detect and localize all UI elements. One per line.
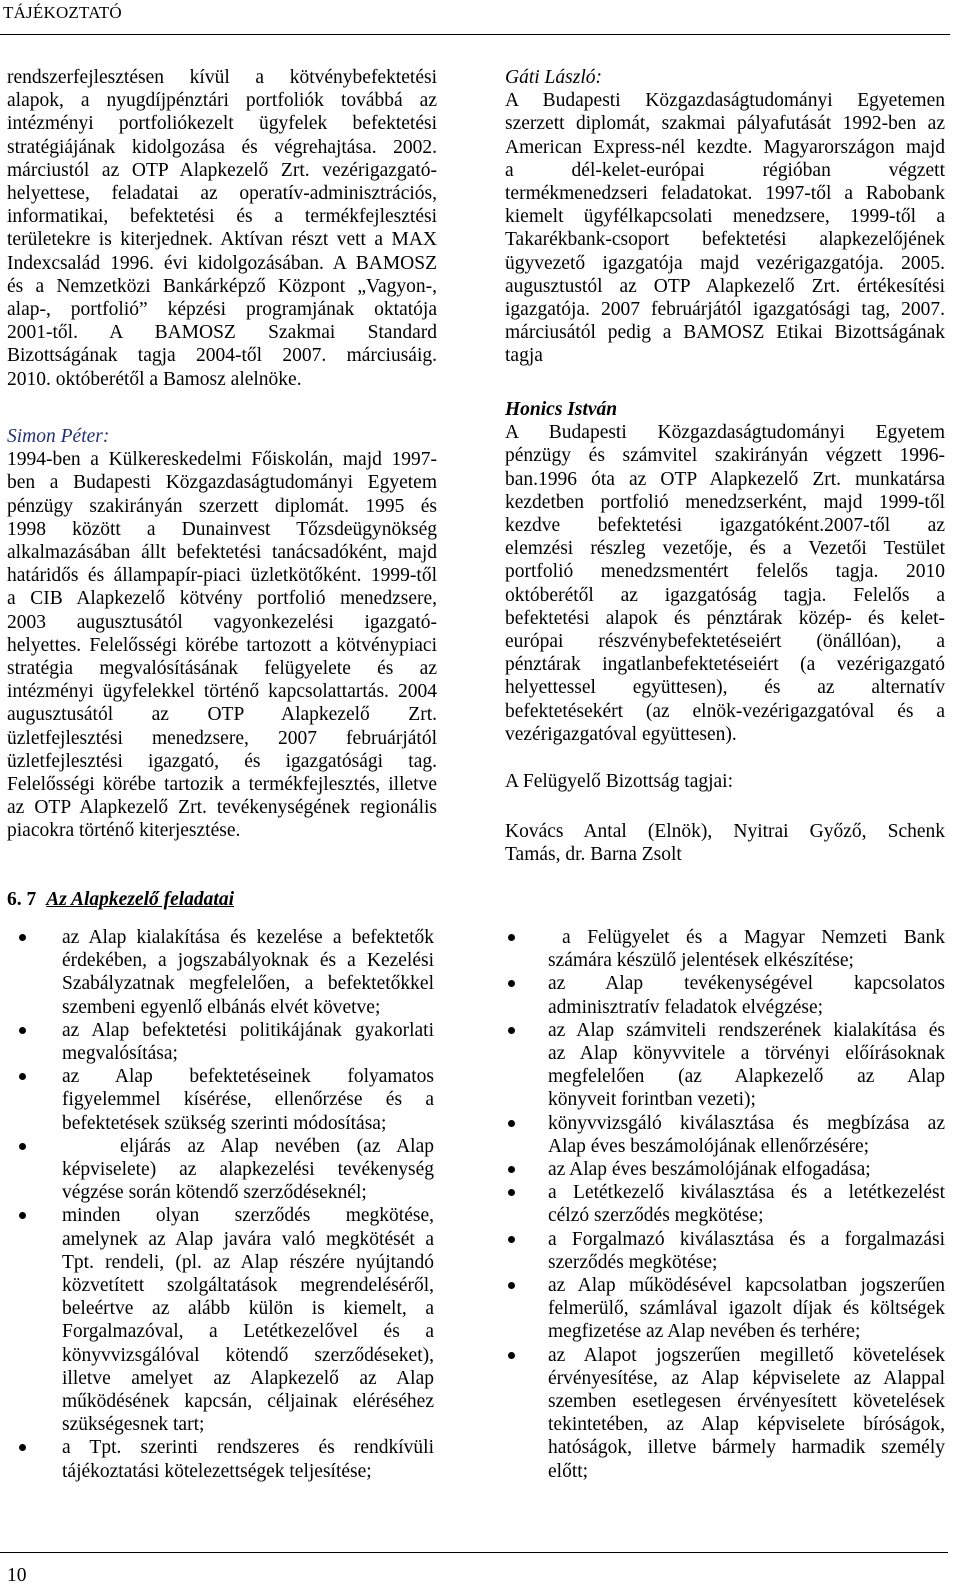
list-item xyxy=(7,926,437,1019)
text-line: ben a Budapesti Közgazdaságtudományi Egyetem xyxy=(7,472,437,494)
text-line: American Express-nél kezdte. Magyarországon majd xyxy=(505,136,945,158)
bio-simon xyxy=(7,425,437,843)
bullet-icon xyxy=(19,1143,26,1150)
bullet-icon xyxy=(508,1120,515,1127)
list-item-line: eljárás az Alap nevében (az Alap xyxy=(120,1135,434,1157)
text-line: 1998 között a Dunainvest Tőzsdeügynökség xyxy=(7,518,437,540)
list-item-line: figyelemmel kísérése, ellenőrzése és a xyxy=(62,1089,434,1111)
list-item xyxy=(505,1019,945,1112)
text-line: kiemelt ügyfélkapcsolati menedzsere, 1999-től a xyxy=(505,206,945,228)
list-item-line: végzése során kötendő szerződéseknél; xyxy=(62,1182,367,1204)
list-item-line: amelynek az Alap javára való megkötését a xyxy=(62,1228,434,1250)
list-item-line: a Forgalmazó kiválasztása és a forgalmazási xyxy=(548,1228,945,1250)
text-line: elemzési részleg vezetője, és a Vezetői Testület xyxy=(505,538,945,560)
text-line: az OTP Alapkezelő Zrt. tevékenységének regionális xyxy=(7,797,437,819)
list-item-line: befektetések szükség szerinti módosítása; xyxy=(62,1112,387,1134)
text-line: határidős és állampapír-piaci üzletkötőként. 1999-től xyxy=(7,565,437,587)
text-line: helyettes. Felelősségi körébe tartozott a kötvénypiaci xyxy=(7,634,437,656)
text-line: pénztárak ingatlanbefektetéseiért (a vezérigazgató xyxy=(505,654,945,676)
list-item-line: közvetített szolgáltatások megrendeléséről, xyxy=(62,1275,434,1297)
running-header: TÁJÉKOZTATÓ xyxy=(3,3,122,22)
text-line: Indexcsalád 1996. évi kidolgozásában. A BAMOSZ xyxy=(7,252,437,274)
list-item xyxy=(505,1344,945,1483)
text-line: A Budapesti Közgazdaságtudományi Egyetem xyxy=(505,422,945,444)
intro-paragraph xyxy=(7,66,437,391)
text-line: 1994-ben a Külkereskedelmi Főiskolán, majd 1997- xyxy=(7,449,437,471)
list-item-line: célzó szerződés megkötése; xyxy=(548,1205,764,1227)
text-line: A Felügyelő Bizottság tagjai: xyxy=(505,771,734,792)
list-item-line: megfizetése az Alap nevében és terhére; xyxy=(548,1321,861,1343)
text-line: alkalmazásában állt befektetési tanácsadóként, majd xyxy=(7,542,437,564)
list-item-line: Alap éves beszámolójának ellenőrzésére; xyxy=(548,1135,870,1157)
list-item xyxy=(505,1181,945,1227)
list-item-line: az Alap tevékenységével kapcsolatos xyxy=(548,973,945,995)
text-line: kezdve befektetési igazgatóként.2007-től az xyxy=(505,515,945,537)
list-item-line: az Alap kialakítása és kezelése a befektetők xyxy=(62,927,434,948)
list-item-line: megfelelően (az Alapkezelő az Alap xyxy=(548,1066,945,1088)
text-line: területekre is kiterjednek. Aktívan részt vett a MAX xyxy=(7,229,437,251)
list-item-line: Tpt. rendeli, (pl. az Alap részére nyújtandó xyxy=(62,1251,434,1273)
text-line: augusztusától az OTP Alapkezelő Zrt. xyxy=(7,704,437,726)
text-line: kezdetben portfolió menedzserként, majd 1999-től xyxy=(505,491,945,513)
text-line: ügyvezető igazgatója majd vezérigazgatója. 2005. xyxy=(505,252,945,274)
text-line: Tamás, dr. Barna Zsolt xyxy=(505,844,682,866)
list-item-line: működésének kapcsán, céljainak eléréséhez xyxy=(62,1391,434,1413)
text-line: ban.1996 óta az OTP Alapkezelő Zrt. munkatársa xyxy=(505,468,945,490)
bullet-icon xyxy=(19,1027,26,1034)
bullet-icon xyxy=(508,1352,515,1359)
text-line: és a Nemzetközi Bankárképző Központ „Vagyon-, xyxy=(7,275,437,297)
text-line: 2003 augusztusától vagyonkezelési igazgató- xyxy=(7,611,437,633)
text-line: pénzügy szakirányán szerzett diplomát. 1995 és xyxy=(7,495,437,517)
bio-gati xyxy=(505,66,945,368)
list-item-line: számára készülő jelentések elkészítése; xyxy=(548,950,854,972)
text-line: Bizottságának tagja 2004-től 2007. márciusáig. xyxy=(7,345,437,367)
list-item-line: Szabályzatnak megfelelően, a befektetőkkel xyxy=(62,973,434,995)
list-item-line: a Tpt. szerinti rendszeres és rendkívüli xyxy=(62,1437,434,1459)
tasks-list-right xyxy=(505,926,945,1483)
list-item-line: szükségesnek tart; xyxy=(62,1414,205,1436)
footer-rule xyxy=(0,1552,948,1553)
list-item xyxy=(505,972,945,1018)
list-item-line: könyvvizsgáló kiválasztása és megbízása az xyxy=(548,1112,945,1134)
bullet-icon xyxy=(19,1444,26,1451)
text-line: igazgatója. 2007 februárjától igazgatósági tag, 2007. xyxy=(505,299,945,321)
text-line: tagja xyxy=(505,345,543,367)
list-item-line: minden olyan szerződés megkötése, xyxy=(62,1205,434,1227)
list-item-line: a Letétkezelő kiválasztása és a letétkezelést xyxy=(548,1182,945,1204)
section-title: Az Alapkezelő feladatai xyxy=(46,889,235,910)
text-line: Felelősségi körébe tartozik a termékfejlesztés, illetve xyxy=(7,774,437,796)
text-line: stratégiájának kidolgozása és végrehajtása. 2002. xyxy=(7,136,437,158)
list-item-line: tájékoztatási kötelezettségek teljesítése; xyxy=(62,1460,372,1482)
list-item-line: beleértve az alább külön is kiemelt, a xyxy=(62,1298,434,1320)
bio-honics xyxy=(505,398,945,746)
list-item-line: megvalósítása; xyxy=(62,1043,178,1065)
text-line: helyettessel együttesen), és az alternatív xyxy=(505,677,945,699)
text-line: európai részvénybefektetéseiért (önállóan), a xyxy=(505,631,945,653)
list-item-line: az Alapot jogszerűen megillető követelések xyxy=(548,1344,945,1366)
text-line: szerzett diplomát, szakmai pályafutását 1992-ben az xyxy=(505,113,945,135)
list-item-line: képviselete) az alapkezelési tevékenység xyxy=(62,1159,434,1181)
bullet-icon xyxy=(508,1236,515,1243)
text-line: márciusától pedig a BAMOSZ Etikai Bizottságának xyxy=(505,322,945,344)
text-line: intézményi ügyfelekkel történő kapcsolattartás. 2004 xyxy=(7,681,437,703)
text-line: 2010. októberétől a Bamosz alelnöke. xyxy=(7,368,302,390)
bio-name: Simon Péter: xyxy=(7,426,110,447)
list-item-line: tekintetében, az Alap képviselete bíróságok, xyxy=(548,1414,945,1436)
text-line: piacokra történő kiterjesztése. xyxy=(7,820,241,842)
text-line: helyettese, feladatai az operatív-adminisztrációs, xyxy=(7,183,437,205)
bullet-icon xyxy=(508,980,515,987)
text-line: stratégia megvalósításának felügyelete és az xyxy=(7,658,437,680)
list-item xyxy=(505,1228,945,1274)
bio-name: Honics István xyxy=(505,399,618,420)
list-item-line: a Felügyelet és a Magyar Nemzeti Bank xyxy=(562,927,945,948)
list-item-line: érvényesítése, az Alap képviselete az Alappal xyxy=(548,1367,945,1389)
list-item-line: Forgalmazóval, a Letétkezelővel és a xyxy=(62,1321,434,1343)
bullet-icon xyxy=(508,1027,515,1034)
list-item-line: az Alap éves beszámolójának elfogadása; xyxy=(548,1159,871,1181)
list-item-line: érdekében, a jogszabályoknak és a Kezelési xyxy=(62,950,434,972)
list-item xyxy=(505,1112,945,1158)
list-item-line: szerződés megkötése; xyxy=(548,1251,718,1273)
text-line: rendszerfejlesztésen kívül a kötvénybefektetési xyxy=(7,67,437,88)
text-line: 2001-től. A BAMOSZ Szakmai Standard xyxy=(7,322,437,344)
list-item-line: az Alap számviteli rendszerének kialakítása és xyxy=(548,1019,945,1041)
text-line: alap-, portfolió” képzési programjának oktatója xyxy=(7,299,437,321)
text-line: októberétől az igazgatóság tagja. Felelős a xyxy=(505,584,945,606)
text-line: üzletfejlesztési igazgató, és igazgatósági tag. xyxy=(7,750,437,772)
bullet-icon xyxy=(19,1073,26,1080)
page-number: 10 xyxy=(7,1565,27,1586)
list-item xyxy=(7,1019,437,1065)
bio-name: Gáti László: xyxy=(505,67,602,88)
list-item-line: szembeni egyenlő elbánás elvét követve; xyxy=(62,996,381,1018)
list-item xyxy=(505,1158,945,1181)
bullet-icon xyxy=(508,934,515,941)
text-line: üzletfejlesztési menedzsere, 2007 februárjától xyxy=(7,727,437,749)
text-line: a dél-kelet-európai régióban végzett xyxy=(505,159,945,181)
list-item xyxy=(505,926,945,972)
supervisory-board-members xyxy=(505,820,945,866)
text-line: Kovács Antal (Elnök), Nyitrai Győző, Schenk xyxy=(505,821,945,842)
text-line: vezérigazgatóval együttesen). xyxy=(505,723,737,745)
list-item-line: az Alap befektetési politikájának gyakorlati xyxy=(62,1019,434,1041)
text-line: A Budapesti Közgazdaságtudományi Egyetemen xyxy=(505,90,945,112)
header-rule xyxy=(0,34,950,35)
text-line: befektetési alapok és pénztárak közép- és kelet- xyxy=(505,607,945,629)
list-item-line: illetve amelyet az Alapkezelő az Alap xyxy=(62,1367,434,1389)
bullet-icon xyxy=(508,1189,515,1196)
list-item-line: az Alap működésével kapcsolatban jogszerűen xyxy=(548,1275,945,1297)
bullet-icon xyxy=(508,1282,515,1289)
section-heading xyxy=(7,888,234,911)
text-line: informatikai, befektetési és a termékfejlesztési xyxy=(7,206,437,228)
text-line: alapok, a nyugdíjpénztári portfoliók továbbá az xyxy=(7,90,437,112)
text-line: augusztustól az OTP Alapkezelő Zrt. értékesítési xyxy=(505,275,945,297)
list-item xyxy=(7,1204,437,1436)
list-item-line: hatóságok, illetve bármely harmadik személy xyxy=(548,1437,945,1459)
bullet-icon xyxy=(508,1166,515,1173)
supervisory-board-heading xyxy=(505,770,945,793)
text-line: Takarékbank-csoport befektetési alapkezelőjének xyxy=(505,229,945,251)
list-item-line: szemben esetlegesen érvényesített követelések xyxy=(548,1391,945,1413)
list-item-line: felmerülő, számlával igazolt díjak és költségek xyxy=(548,1298,945,1320)
list-item-line: adminisztratív feladatok elvégzése; xyxy=(548,996,824,1018)
list-item-line: könyveit forintban vezeti); xyxy=(548,1089,756,1111)
list-item xyxy=(7,1065,437,1135)
section-number: 6. 7 xyxy=(7,889,37,910)
text-line: portfolió menedzsmentért felelős tagja. 2010 xyxy=(505,561,945,583)
list-item-line: előtt; xyxy=(548,1460,589,1482)
text-line: befektetésekért (az elnök-vezérigazgatóval és a xyxy=(505,700,945,722)
tasks-list-left xyxy=(7,926,437,1483)
list-item-line: könyvvizsgálóval kötendő szerződéseket), xyxy=(62,1344,434,1366)
list-item xyxy=(7,1135,437,1205)
list-item-line: az Alap könyvvitele a törvényi előírásoknak xyxy=(548,1043,945,1065)
text-line: a CIB Alapkezelő kötvény portfolió menedzsere, xyxy=(7,588,437,610)
list-item xyxy=(505,1274,945,1344)
bullet-icon xyxy=(19,934,26,941)
text-line: termékmenedzseri feladatokat. 1997-től a Rabobank xyxy=(505,183,945,205)
text-line: márciustól az OTP Alapkezelő Zrt. vezérigazgató- xyxy=(7,159,437,181)
text-line: intézményi portfoliókezelt ügyfelek befektetési xyxy=(7,113,437,135)
bullet-icon xyxy=(19,1212,26,1219)
list-item-line: az Alap befektetéseinek folyamatos xyxy=(62,1066,434,1088)
list-item xyxy=(7,1436,437,1482)
text-line: pénzügy és számvitel szakirányán végzett 1996- xyxy=(505,445,945,467)
